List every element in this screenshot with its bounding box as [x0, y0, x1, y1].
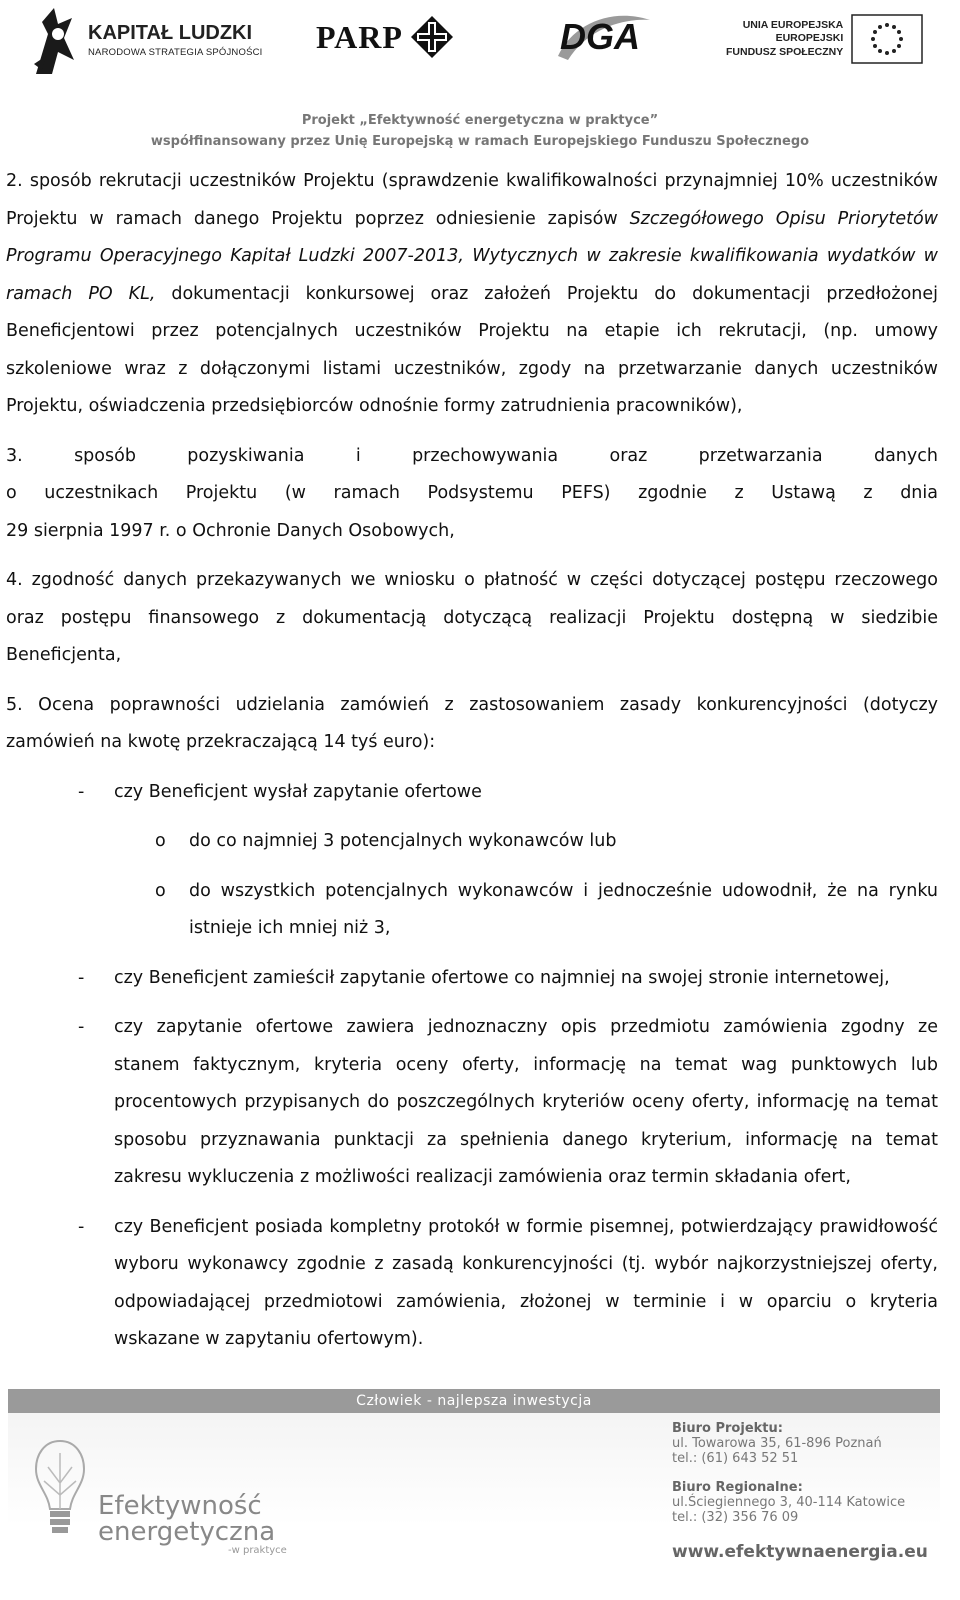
item-3-word: sposób	[74, 445, 136, 466]
item-3-word: oraz	[609, 445, 648, 466]
paragraph-item-4: 4. zgodność danych przekazywanych we wniosku o płatność w części dotyczącej postępu rzeczowego oraz postępu finansowego z dokumentacją dotyczącą realizacji Projektu dostępną w siedzibie Beneficjenta,	[6, 570, 938, 665]
kapital-ludzki-subtitle: NARODOWA STRATEGIA SPÓJNOŚCI	[88, 46, 263, 58]
list-item	[6, 873, 938, 948]
item-3-word: z	[863, 483, 873, 503]
circle-bullet: o	[155, 831, 166, 851]
eu-line1: UNIA EUROPEJSKA	[742, 18, 844, 31]
biuro-regionalne-tel: tel.: (32) 356 76 09	[672, 1510, 799, 1525]
project-cofinancing: współfinansowany przez Unię Europejską w ramach Europejskiego Funduszu Społecznego	[150, 134, 810, 149]
item-3-word: Projektu	[185, 483, 258, 503]
sub-bullet-2-text: do wszystkich potencjalnych wykonawców i jednocześnie udowodnił, że na rynku istnieje ich mniej niż 3,	[189, 880, 938, 938]
item-3-line-2	[6, 475, 938, 513]
website-link[interactable]: www.efektywnaenergia.eu	[672, 1542, 928, 1562]
biuro-projektu-address: ul. Towarowa 35, 61-896 Poznań	[672, 1436, 882, 1451]
item-3-word: uczestnikach	[44, 483, 159, 503]
logo-line-2: energetyczna	[98, 1517, 276, 1547]
logo-line-3: -w praktyce	[228, 1545, 287, 1556]
bullet-2-text: czy Beneficjent zamieścił zapytanie ofertowe co najmniej na swojej stronie internetowej,	[114, 967, 890, 988]
item-3-word: Ustawą	[771, 483, 836, 503]
item-3-word: i	[355, 445, 361, 466]
item-3-word: o	[6, 483, 17, 503]
kapital-ludzki-logo	[28, 4, 263, 76]
item-3-word: 3.	[6, 445, 23, 466]
biuro-regionalne-address: ul.Ściegiennego 3, 40-114 Katowice	[672, 1495, 906, 1510]
kapital-ludzki-emblem-icon	[28, 4, 80, 76]
paragraph-item-2	[6, 163, 938, 426]
efektywnosc-logo	[98, 1493, 287, 1557]
item-3-line-1	[6, 438, 938, 476]
parp-emblem-icon	[409, 14, 455, 60]
item-3-line-3: 29 sierpnia 1997 r. o Ochronie Danych Osobowych,	[6, 520, 455, 541]
item-2-italic: Szczegółowego Opisu Priorytetów Programu Operacyjnego Kapitał Ludzki 2007-2013, Wytycznych w zakresie kwalifikowania wydatków w ramach PO KL,	[6, 208, 938, 304]
item-3-word: pozyskiwania	[187, 445, 305, 466]
paragraph-item-5: 5. Ocena poprawności udzielania zamówień z zastosowaniem zasady konkurencyjności (dotyczy zamówień na kwotę przekraczającą 14 tyś euro):	[6, 694, 938, 752]
document-body	[6, 163, 938, 1371]
item-3-word: ramach	[333, 483, 400, 503]
paragraph-item-3	[6, 438, 938, 551]
list-item	[6, 1009, 938, 1197]
biuro-projektu-label: Biuro Projektu:	[672, 1421, 783, 1436]
logo-line-1: Efektywność	[98, 1491, 262, 1521]
project-title: Projekt „Efektywność energetyczna w praktyce”	[301, 113, 659, 128]
dga-title: DGA	[560, 16, 640, 57]
item-3-word: danych	[873, 445, 938, 466]
bullet-3-text: czy zapytanie ofertowe zawiera jednoznaczny opis przedmiotu zamówienia zgodny ze stanem faktycznym, kryteria oceny oferty, informację na temat wag punktowych lub procentowych przypisanych do poszczególnych kryteriów oceny oferty, informację na temat sposobu przyznawania punktacji za spełnienia danego kryterium, informację na temat zakresu wykluczenia z możliwości realizacji zamówienia oraz termin składania ofert,	[114, 1017, 938, 1187]
item-3-word: przetwarzania	[698, 445, 823, 466]
sub-bullet-1-text: do co najmniej 3 potencjalnych wykonawców lub	[189, 831, 617, 851]
item-2-text-a: 2. sposób rekrutacji uczestników Projektu (sprawdzenie kwalifikowalności przynajmniej 10% uczestników Projektu w ramach danego Projektu poprzez odniesienie zapisów	[6, 171, 938, 229]
list-item	[6, 774, 938, 812]
item-3-word: przechowywania	[412, 445, 559, 466]
kapital-ludzki-title: KAPITAŁ LUDZKI	[88, 21, 253, 44]
footer-slogan-bar: Człowiek - najlepsza inwestycja	[8, 1389, 940, 1413]
item-3-word: (w	[284, 483, 306, 503]
lightbulb-icon	[30, 1433, 90, 1573]
biuro-projektu-tel: tel.: (61) 643 52 51	[672, 1451, 799, 1466]
page-footer	[8, 1413, 940, 1600]
eu-line3: FUNDUSZ SPOŁECZNY	[726, 45, 844, 58]
parp-logo	[316, 14, 455, 60]
eu-logo	[726, 14, 923, 64]
item-3-word: zgodnie	[638, 483, 707, 503]
dash-bullet: -	[78, 1017, 85, 1037]
eu-flag-icon	[851, 14, 923, 64]
eu-line2: EUROPEJSKI	[775, 32, 844, 45]
item-2-text-b: dokumentacji konkursowej oraz założeń Projektu do dokumentacji przedłożonej Beneficjentowi przez potencjalnych uczestników Projektu na etapie ich rekrutacji, (np. umowy szkoleniowe wraz z dołączonymi listami uczestników, zgody na przetwarzanie danych uczestników Projektu, oświadczenia przedsiębiorców odnośnie formy zatrudnienia pracowników),	[6, 283, 939, 416]
list-item	[6, 823, 938, 861]
item-3-word: dnia	[900, 483, 938, 503]
dash-bullet: -	[78, 967, 85, 988]
list-item	[6, 960, 938, 998]
parp-title: PARP	[316, 18, 403, 55]
list-item	[6, 1209, 938, 1359]
item-3-word: z	[734, 483, 744, 503]
item-3-word: Podsystemu	[427, 483, 534, 503]
item-3-word: PEFS)	[561, 483, 611, 503]
circle-bullet: o	[155, 880, 166, 901]
bullet-4-text: czy Beneficjent posiada kompletny protokół w formie pisemnej, potwierdzający prawidłowość wyboru wykonawcy zgodnie z zasadą konkurencyjności (tj. wybór najkorzystniejszej oferty, odpowiadającej przedmiotowi zamówienia, złożonej w terminie i w oparciu o kryteria wskazane w zapytaniu ofertowym).	[114, 1216, 938, 1349]
page-header	[0, 0, 960, 160]
biuro-regionalne-label: Biuro Regionalne:	[672, 1480, 803, 1495]
contact-info	[672, 1421, 928, 1560]
bullet-1-text: czy Beneficjent wysłał zapytanie ofertowe	[114, 781, 482, 802]
dash-bullet: -	[78, 781, 85, 802]
dga-logo	[560, 16, 640, 58]
dash-bullet: -	[78, 1216, 85, 1237]
